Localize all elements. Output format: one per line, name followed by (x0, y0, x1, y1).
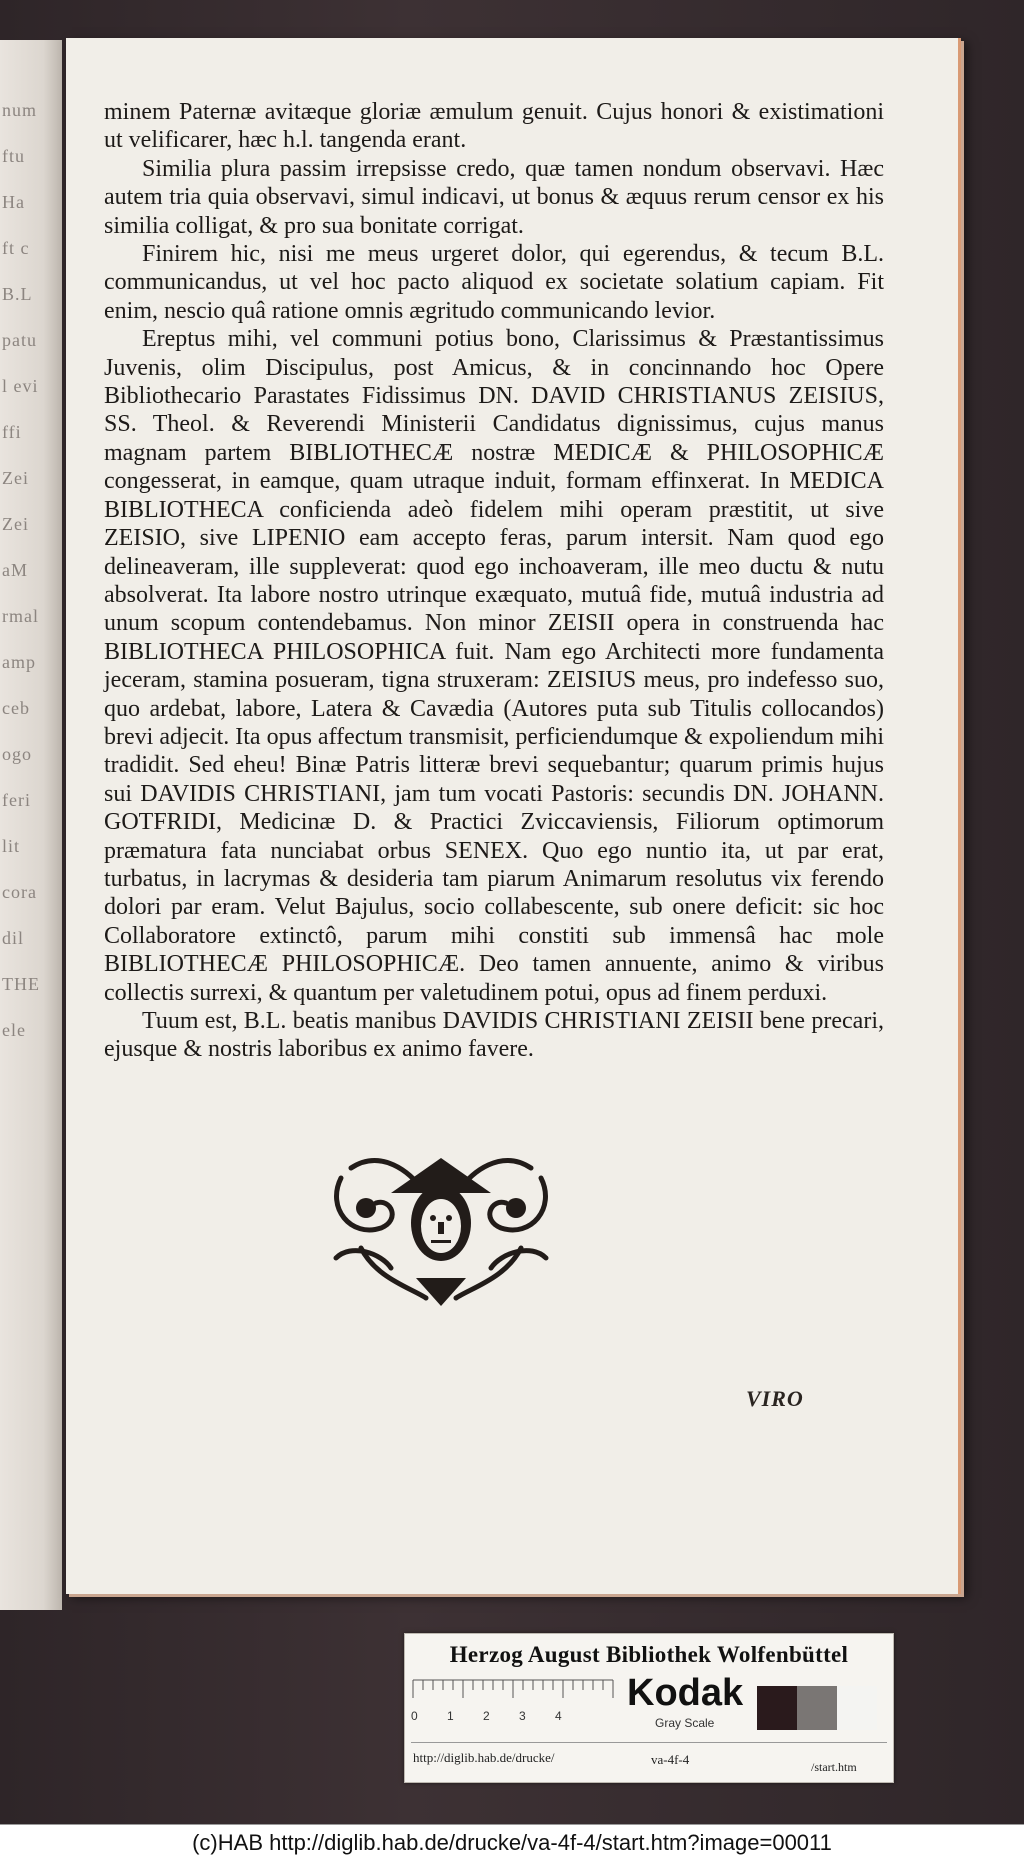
previous-page-fragment: THE (2, 974, 40, 994)
previous-page-fragment: ftu (2, 146, 25, 166)
ruler-number: 3 (519, 1709, 526, 1723)
previous-page-fragment: dil (2, 928, 25, 948)
previous-page-fragment: ceb (2, 698, 30, 718)
previous-page-fragment: feri (2, 790, 31, 810)
swatch-mid (797, 1686, 837, 1730)
previous-page-fragment: Ha (2, 192, 25, 212)
label-url: http://diglib.hab.de/drucke/ (413, 1750, 555, 1765)
previous-page-edge (0, 40, 62, 1610)
previous-page-fragment: ffi (2, 422, 22, 442)
library-name: Herzog August Bibliothek Wolfenbüttel (449, 1642, 849, 1667)
ornament-tailpiece (321, 1148, 561, 1308)
paragraph: Tuum est, B.L. beatis manibus DAVIDIS CHRISTIANI ZEISII bene precari, ejusque & nostris laboribus ex animo favere. (104, 1008, 884, 1063)
previous-page-fragment: aM (2, 560, 28, 580)
previous-page-fragments (2, 100, 58, 1066)
previous-page-fragment: amp (2, 652, 36, 672)
paragraph: Finirem hic, nisi me meus urgeret dolor, qui egerendus, & tecum B.L. communicandus, ut vel hoc pacto aliquod ex societate solatium capiam. Fit enim, nescio quâ ratione omnis ægritudo communicando levior. (104, 241, 884, 324)
previous-page-fragment: Zei (2, 514, 29, 534)
ruler-number: 0 (411, 1709, 418, 1723)
previous-page-fragment: l evi (2, 376, 39, 396)
swatch-dark (757, 1686, 797, 1730)
ruler-scale (411, 1676, 619, 1736)
gray-scale-caption: Gray Scale (655, 1716, 715, 1730)
ruler-number: 4 (555, 1709, 562, 1723)
previous-page-fragment: Zei (2, 468, 29, 488)
previous-page-fragment: patu (2, 330, 37, 350)
previous-page-fragment: rmal (2, 606, 39, 626)
paragraph: Ereptus mihi, vel communi potius bono, Clarissimus & Præstantissimus Juvenis, olim Discipulus, post Amicus, & in concinnando hoc Opere Bibliothecario Parastates Fidissimus DN. DAVID CHRISTIANUS ZEISIUS, SS. Theol. & Reverendi Ministerii Candidatus dignissimus, cujus manus magnam partem BIBLIOTHECÆ nostræ MEDICÆ & PHILOSOPHICÆ congesserat, in eamque, quam utraque induit, formam effinxerat. In MEDICA BIBLIOTHECA conficienda adeò fidelem mihi operam præstitit, ut sive ZEISIO, sive LIPENIO eam accepto feras, parum intersit. Nam quod ego delineaveram, ille suppleverat: quod ego inchoaveram, ille meo ductu & nutu absolverat. Ita labore nostro utrinque exæquato, mutuâ fide, mutuâ industria ad unum scopum contendebamus. Non minor ZEISII opera in construenda hac BIBLIOTHECA PHILOSOPHICA fuit. Nam ego Architecti more fundamenta jeceram, stamina posueram, tigna struxeram: ZEISIUS meus, pro indefesso suo, quo ardebat, labore, Latera & Cavædia (Autores puta sub Titulis collocandos) brevi adjecit. Ita opus affectum transmisit, perficiendumque & expoliendum mihi tradidit. Sed eheu! Binæ Patris litteræ brevi sequebantur; quarum primis hujus sui DAVIDIS CHRISTIANI, jam tum vocati Pastoris: secundis DN. JOHANN. GOTFRIDI, Medicinæ D. & Practici Zviccaviensis, Filiorum optimorum præmatura fata nunciabat orbus SENEX. Quo ego nuntio ita, ut par erat, turbatus, in lacrymas & desideria tam piarum Animarum resolutus vix ferendo dolori par eram. Velut Bajulus, socio collabescente, sub onere deficit: sic hoc Collaboratore extinctô, parum mihi constiti sub immensâ hac mole BIBLIOTHECÆ PHILOSOPHICÆ. Deo tamen annuente, animo & viribus collectis surrexi, & quantum per valetudinem potui, opus ad finem perduxi. (104, 326, 885, 1006)
gray-swatches (757, 1686, 877, 1730)
label-url-suffix: /start.htm (811, 1760, 857, 1774)
previous-page-fragment: B.L (2, 284, 33, 304)
book-page (66, 38, 961, 1594)
label-divider (411, 1742, 887, 1743)
footer-bar (0, 1824, 1024, 1864)
previous-page-fragment: num (2, 100, 38, 120)
label-code: va-4f-4 (651, 1752, 690, 1767)
page-text (104, 98, 884, 1064)
previous-page-fragment: ft c (2, 238, 30, 258)
library-label (404, 1633, 894, 1783)
paragraph: Similia plura passim irrepsisse credo, quæ tamen nondum observavi. Hæc autem tria quia observavi, simul indicavi, ut bonus & æquus rerum censor ex his similia colligat, & pro sua bonitate corrigat. (104, 155, 884, 239)
catchword: VIRO (746, 1386, 804, 1411)
swatch-light (837, 1686, 877, 1730)
previous-page-fragment: cora (2, 882, 37, 902)
previous-page-fragment: lit (2, 836, 21, 856)
paragraph: minem Paternæ avitæque gloriæ æmulum genuit. Cujus honori & existimationi ut velificarer, hæc h.l. tangenda erant. (104, 99, 884, 154)
kodak-logo: Kodak (627, 1672, 744, 1714)
ruler-number: 2 (483, 1709, 490, 1723)
footer-copyright-link[interactable]: (c)HAB http://diglib.hab.de/drucke/va-4f-4/start.htm?image=00011 (192, 1830, 832, 1855)
previous-page-fragment: ogo (2, 744, 32, 764)
ruler-number: 1 (447, 1709, 454, 1723)
previous-page-fragment: ele (2, 1020, 26, 1040)
